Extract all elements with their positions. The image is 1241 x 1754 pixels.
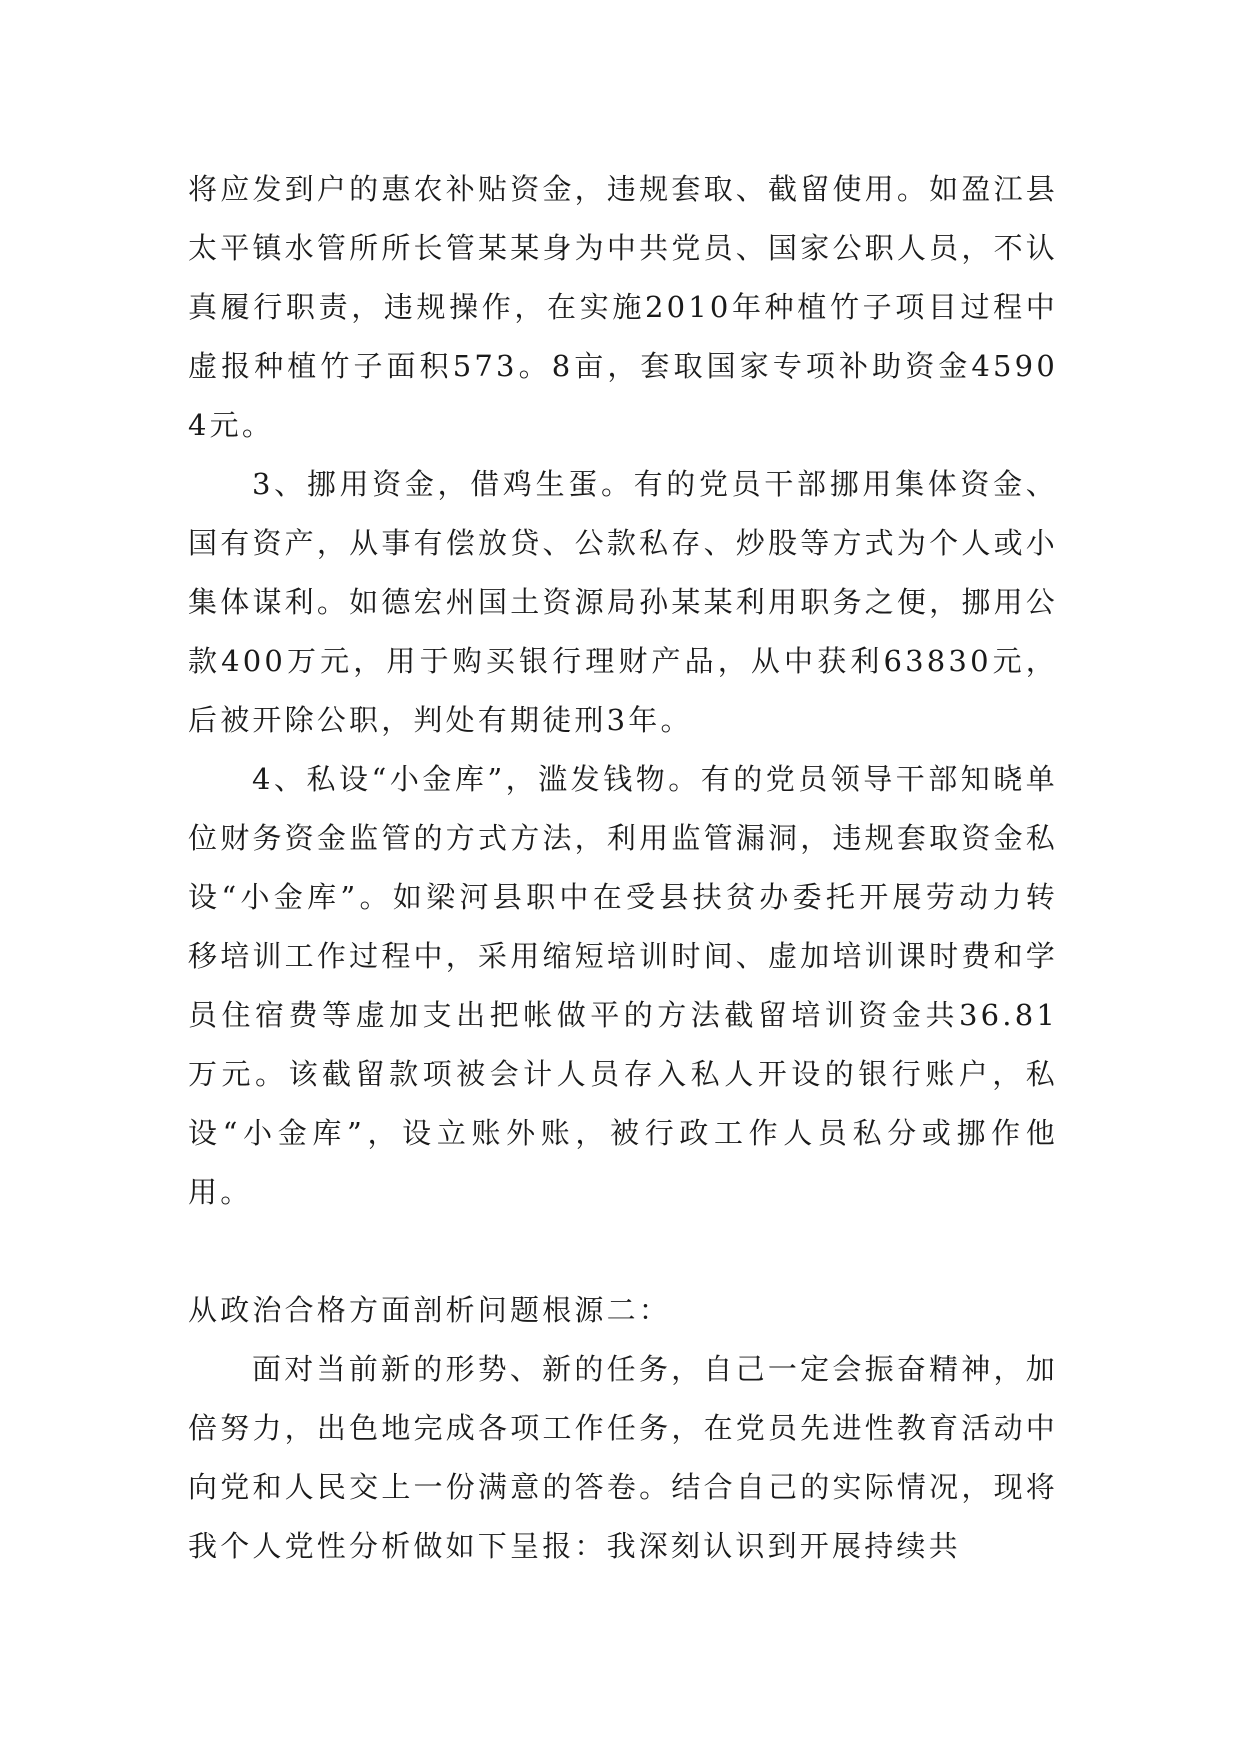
- paragraph-4: 面对当前新的形势、新的任务，自己一定会振奋精神，加倍努力，出色地完成各项工作任务，在党员先进性教育活动中向党和人民交上一份满意的答卷。结合自己的实际情况，现将我个人党性分析做如下呈报：我深刻认识到开展持续共: [188, 1352, 1058, 1563]
- section-heading: 从政治合格方面剖析问题根源二：: [188, 1293, 672, 1327]
- paragraph-1: 将应发到户的惠农补贴资金，违规套取、截留使用。如盈江县太平镇水管所所长管某某身为中共党员、国家公职人员，不认真履行职责，违规操作，在实施2010年种植竹子项目过程中虚报种植竹子面积573。8亩，套取国家专项补助资金45904元。: [188, 172, 1058, 442]
- paragraph-2: 3、挪用资金，借鸡生蛋。有的党员干部挪用集体资金、国有资产，从事有偿放贷、公款私存、炒股等方式为个人或小集体谋利。如德宏州国土资源局孙某某利用职务之便，挪用公款400万元，用于购买银行理财产品，从中获利63830元，后被开除公职，判处有期徒刑3年。: [188, 467, 1058, 737]
- paragraph-3: 4、私设“小金库”，滥发钱物。有的党员领导干部知晓单位财务资金监管的方式方法，利用监管漏洞，违规套取资金私设“小金库”。如梁河县职中在受县扶贫办委托开展劳动力转移培训工作过程中，采用缩短培训时间、虚加培训课时费和学员住宿费等虚加支出把帐做平的方法截留培训资金共36.81万元。该截留款项被会计人员存入私人开设的银行账户，私设“小金库”，设立账外账，被行政工作人员私分或挪作他用。: [188, 762, 1058, 1209]
- document-body: [188, 160, 1058, 1576]
